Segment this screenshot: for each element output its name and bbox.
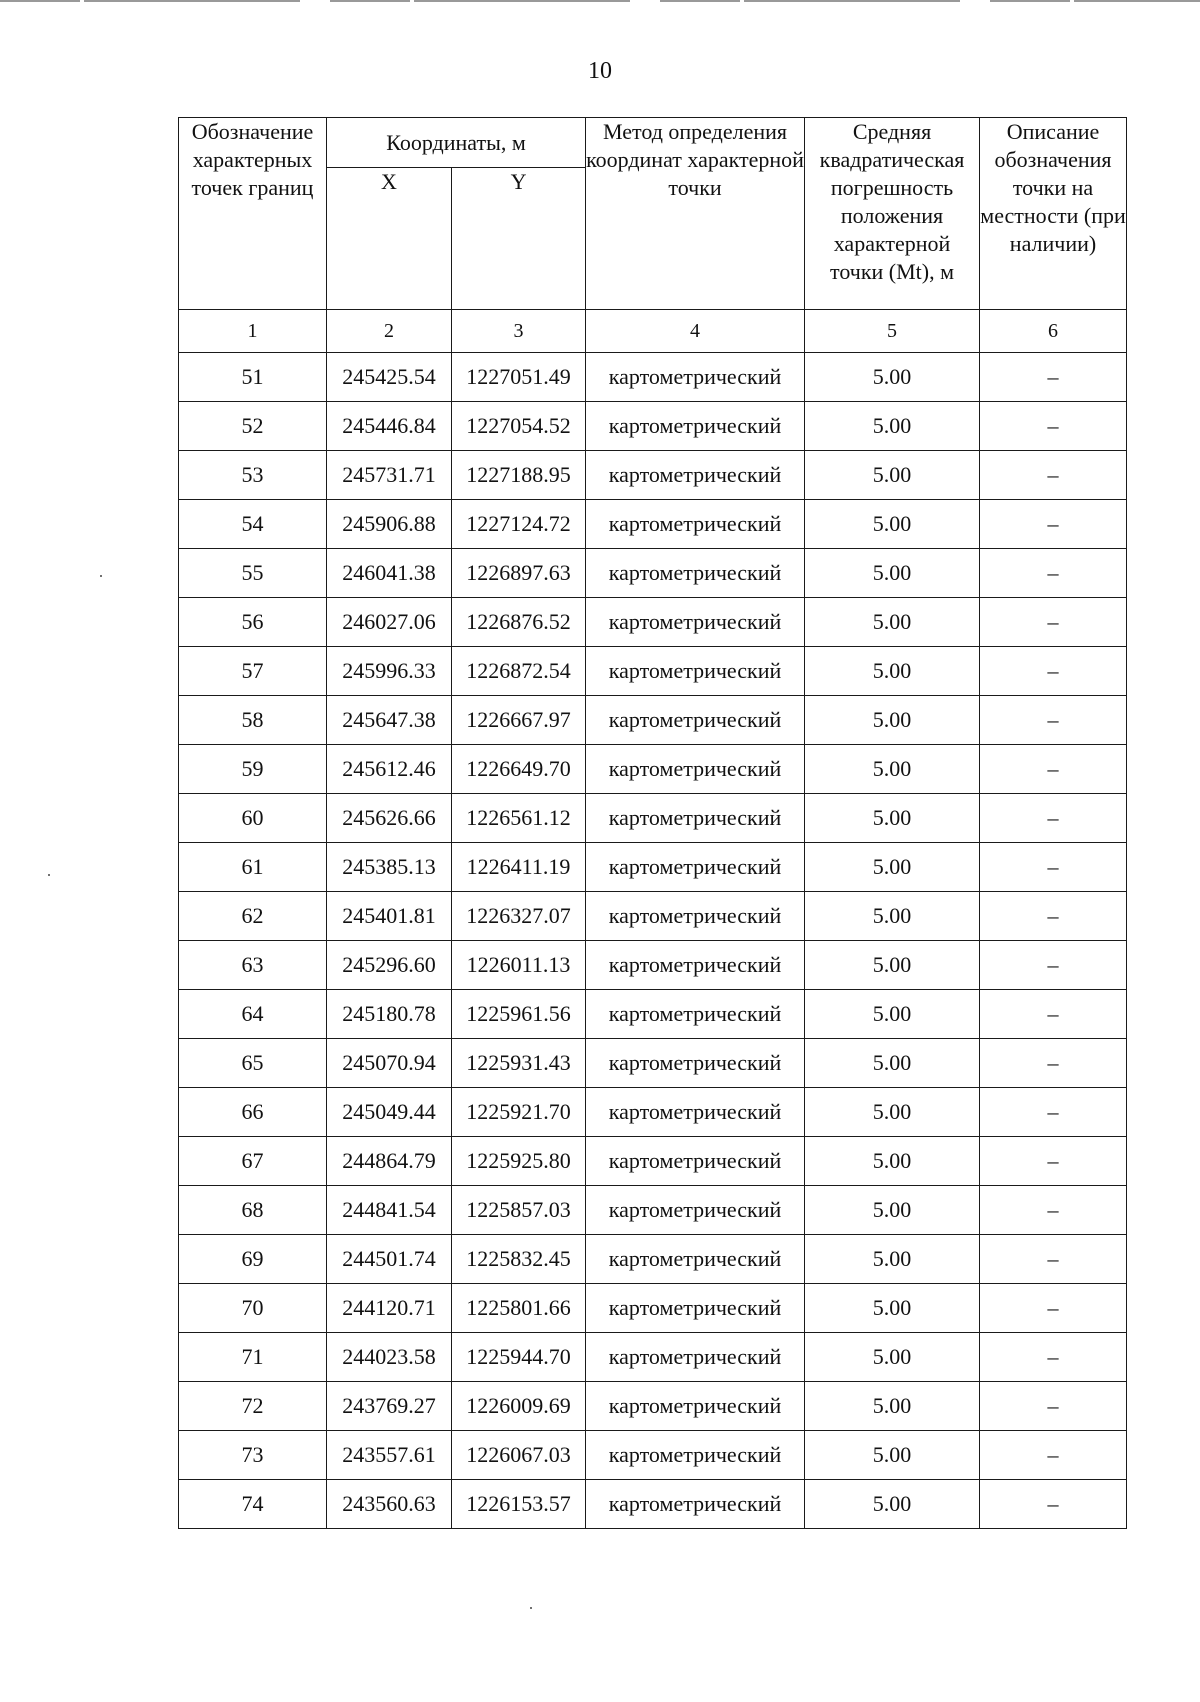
- cell-description: –: [980, 892, 1127, 941]
- cell-description: –: [980, 353, 1127, 402]
- cell-y: 1226067.03: [452, 1431, 586, 1480]
- cell-error: 5.00: [805, 1284, 980, 1333]
- cell-description: –: [980, 696, 1127, 745]
- table-row: [179, 1382, 1127, 1431]
- cell-method: картометрический: [586, 1431, 805, 1480]
- cell-point: 67: [179, 1137, 327, 1186]
- cell-y: 1226327.07: [452, 892, 586, 941]
- cell-method: картометрический: [586, 500, 805, 549]
- cell-y: 1226872.54: [452, 647, 586, 696]
- cell-description: –: [980, 1333, 1127, 1382]
- page-number: 10: [588, 58, 612, 84]
- cell-error: 5.00: [805, 1137, 980, 1186]
- table-row: [179, 1333, 1127, 1382]
- cell-method: картометрический: [586, 696, 805, 745]
- cell-y: 1226667.97: [452, 696, 586, 745]
- cell-method: картометрический: [586, 745, 805, 794]
- scan-speck: [100, 575, 102, 577]
- cell-y: 1227054.52: [452, 402, 586, 451]
- cell-point: 72: [179, 1382, 327, 1431]
- header-x: X: [327, 168, 452, 310]
- cell-error: 5.00: [805, 745, 980, 794]
- cell-description: –: [980, 1186, 1127, 1235]
- cell-error: 5.00: [805, 1333, 980, 1382]
- cell-description: –: [980, 794, 1127, 843]
- cell-y: 1225857.03: [452, 1186, 586, 1235]
- cell-description: –: [980, 990, 1127, 1039]
- cell-method: картометрический: [586, 1284, 805, 1333]
- cell-method: картометрический: [586, 549, 805, 598]
- cell-point: 52: [179, 402, 327, 451]
- cell-description: –: [980, 549, 1127, 598]
- cell-y: 1226561.12: [452, 794, 586, 843]
- cell-error: 5.00: [805, 1186, 980, 1235]
- table-row: [179, 696, 1127, 745]
- cell-y: 1225931.43: [452, 1039, 586, 1088]
- table-row: [179, 500, 1127, 549]
- cell-x: 245070.94: [327, 1039, 452, 1088]
- cell-method: картометрический: [586, 1137, 805, 1186]
- cell-description: –: [980, 451, 1127, 500]
- cell-x: 245906.88: [327, 500, 452, 549]
- cell-point: 62: [179, 892, 327, 941]
- cell-method: картометрический: [586, 647, 805, 696]
- table-row: [179, 1088, 1127, 1137]
- column-number: 2: [327, 310, 452, 353]
- header-y: Y: [452, 168, 586, 310]
- table-row: [179, 451, 1127, 500]
- cell-x: 245731.71: [327, 451, 452, 500]
- cell-x: 243769.27: [327, 1382, 452, 1431]
- cell-error: 5.00: [805, 892, 980, 941]
- cell-method: картометрический: [586, 843, 805, 892]
- cell-description: –: [980, 941, 1127, 990]
- cell-x: 244841.54: [327, 1186, 452, 1235]
- cell-x: 245049.44: [327, 1088, 452, 1137]
- cell-method: картометрический: [586, 1382, 805, 1431]
- cell-description: –: [980, 1431, 1127, 1480]
- cell-x: 245612.46: [327, 745, 452, 794]
- cell-error: 5.00: [805, 451, 980, 500]
- table-row: [179, 1186, 1127, 1235]
- cell-y: 1226153.57: [452, 1480, 586, 1529]
- header-mean-square-error: Средняя квадратическая погрешность положения характерной точки (Mt), м: [805, 118, 980, 310]
- cell-y: 1226011.13: [452, 941, 586, 990]
- table-row: [179, 1431, 1127, 1480]
- table-row: [179, 745, 1127, 794]
- cell-description: –: [980, 1235, 1127, 1284]
- cell-error: 5.00: [805, 794, 980, 843]
- cell-description: –: [980, 1480, 1127, 1529]
- cell-x: 246041.38: [327, 549, 452, 598]
- cell-point: 51: [179, 353, 327, 402]
- cell-description: –: [980, 647, 1127, 696]
- table-row: [179, 1039, 1127, 1088]
- cell-error: 5.00: [805, 647, 980, 696]
- cell-point: 71: [179, 1333, 327, 1382]
- cell-description: –: [980, 1137, 1127, 1186]
- cell-y: 1226649.70: [452, 745, 586, 794]
- cell-method: картометрический: [586, 1235, 805, 1284]
- cell-point: 56: [179, 598, 327, 647]
- cell-x: 245446.84: [327, 402, 452, 451]
- cell-y: 1225944.70: [452, 1333, 586, 1382]
- cell-description: –: [980, 1382, 1127, 1431]
- cell-description: –: [980, 402, 1127, 451]
- table-row: [179, 1137, 1127, 1186]
- cell-point: 63: [179, 941, 327, 990]
- header-description: Описание обозначения точки на местности (при наличии): [980, 118, 1127, 310]
- cell-point: 68: [179, 1186, 327, 1235]
- cell-point: 61: [179, 843, 327, 892]
- cell-description: –: [980, 1088, 1127, 1137]
- cell-point: 65: [179, 1039, 327, 1088]
- cell-description: –: [980, 500, 1127, 549]
- cell-y: 1226411.19: [452, 843, 586, 892]
- cell-method: картометрический: [586, 941, 805, 990]
- table-row: [179, 353, 1127, 402]
- cell-y: 1225925.80: [452, 1137, 586, 1186]
- column-number: 5: [805, 310, 980, 353]
- table-row: [179, 843, 1127, 892]
- cell-description: –: [980, 1284, 1127, 1333]
- cell-y: 1225921.70: [452, 1088, 586, 1137]
- table-row: [179, 990, 1127, 1039]
- cell-method: картометрический: [586, 1333, 805, 1382]
- cell-description: –: [980, 1039, 1127, 1088]
- table-row: [179, 1480, 1127, 1529]
- cell-y: 1227124.72: [452, 500, 586, 549]
- cell-x: 245996.33: [327, 647, 452, 696]
- cell-point: 55: [179, 549, 327, 598]
- cell-y: 1225832.45: [452, 1235, 586, 1284]
- cell-method: картометрический: [586, 1039, 805, 1088]
- column-number: 6: [980, 310, 1127, 353]
- cell-y: 1225801.66: [452, 1284, 586, 1333]
- cell-error: 5.00: [805, 1382, 980, 1431]
- cell-x: 244120.71: [327, 1284, 452, 1333]
- cell-method: картометрический: [586, 892, 805, 941]
- cell-point: 60: [179, 794, 327, 843]
- cell-method: картометрический: [586, 402, 805, 451]
- cell-point: 64: [179, 990, 327, 1039]
- header-coordinates-group: Координаты, м: [327, 118, 586, 168]
- table-row: [179, 598, 1127, 647]
- cell-x: 245401.81: [327, 892, 452, 941]
- cell-point: 66: [179, 1088, 327, 1137]
- cell-x: 245425.54: [327, 353, 452, 402]
- cell-error: 5.00: [805, 941, 980, 990]
- cell-error: 5.00: [805, 598, 980, 647]
- cell-point: 73: [179, 1431, 327, 1480]
- cell-method: картометрический: [586, 794, 805, 843]
- cell-x: 245626.66: [327, 794, 452, 843]
- cell-error: 5.00: [805, 402, 980, 451]
- column-number: 1: [179, 310, 327, 353]
- cell-error: 5.00: [805, 1431, 980, 1480]
- cell-y: 1227051.49: [452, 353, 586, 402]
- table-row: [179, 941, 1127, 990]
- cell-point: 70: [179, 1284, 327, 1333]
- cell-x: 244501.74: [327, 1235, 452, 1284]
- table-row: [179, 892, 1127, 941]
- cell-method: картометрический: [586, 990, 805, 1039]
- cell-method: картометрический: [586, 1480, 805, 1529]
- cell-x: 245296.60: [327, 941, 452, 990]
- cell-method: картометрический: [586, 1186, 805, 1235]
- header-point-designation: Обозначение характерных точек границ: [179, 118, 327, 310]
- cell-description: –: [980, 598, 1127, 647]
- cell-x: 245647.38: [327, 696, 452, 745]
- cell-point: 74: [179, 1480, 327, 1529]
- cell-method: картометрический: [586, 1088, 805, 1137]
- header-method: Метод определения координат характерной точки: [586, 118, 805, 310]
- column-number: 4: [586, 310, 805, 353]
- cell-error: 5.00: [805, 500, 980, 549]
- cell-error: 5.00: [805, 353, 980, 402]
- cell-y: 1227188.95: [452, 451, 586, 500]
- cell-x: 246027.06: [327, 598, 452, 647]
- cell-error: 5.00: [805, 549, 980, 598]
- cell-error: 5.00: [805, 1039, 980, 1088]
- table-row: [179, 794, 1127, 843]
- cell-description: –: [980, 843, 1127, 892]
- cell-point: 58: [179, 696, 327, 745]
- cell-point: 57: [179, 647, 327, 696]
- cell-method: картометрический: [586, 353, 805, 402]
- header-row-top: [179, 118, 1127, 168]
- table-row: [179, 549, 1127, 598]
- cell-x: 245180.78: [327, 990, 452, 1039]
- cell-y: 1226009.69: [452, 1382, 586, 1431]
- table-body: [179, 310, 1127, 1529]
- cell-y: 1226897.63: [452, 549, 586, 598]
- scan-speck: [48, 874, 50, 876]
- scan-top-edge: [0, 0, 1200, 2]
- cell-point: 59: [179, 745, 327, 794]
- cell-error: 5.00: [805, 1088, 980, 1137]
- scan-speck: [530, 1607, 532, 1609]
- cell-method: картометрический: [586, 598, 805, 647]
- cell-error: 5.00: [805, 990, 980, 1039]
- cell-y: 1225961.56: [452, 990, 586, 1039]
- cell-x: 244023.58: [327, 1333, 452, 1382]
- column-number: 3: [452, 310, 586, 353]
- cell-error: 5.00: [805, 696, 980, 745]
- cell-method: картометрический: [586, 451, 805, 500]
- cell-error: 5.00: [805, 1235, 980, 1284]
- column-number-row: [179, 310, 1127, 353]
- cell-description: –: [980, 745, 1127, 794]
- table-row: [179, 402, 1127, 451]
- cell-point: 54: [179, 500, 327, 549]
- cell-error: 5.00: [805, 1480, 980, 1529]
- cell-x: 243557.61: [327, 1431, 452, 1480]
- coordinates-table: [178, 117, 1127, 1529]
- cell-x: 244864.79: [327, 1137, 452, 1186]
- cell-point: 53: [179, 451, 327, 500]
- cell-x: 243560.63: [327, 1480, 452, 1529]
- cell-y: 1226876.52: [452, 598, 586, 647]
- cell-point: 69: [179, 1235, 327, 1284]
- cell-x: 245385.13: [327, 843, 452, 892]
- table-row: [179, 1284, 1127, 1333]
- table-row: [179, 647, 1127, 696]
- table-row: [179, 1235, 1127, 1284]
- cell-error: 5.00: [805, 843, 980, 892]
